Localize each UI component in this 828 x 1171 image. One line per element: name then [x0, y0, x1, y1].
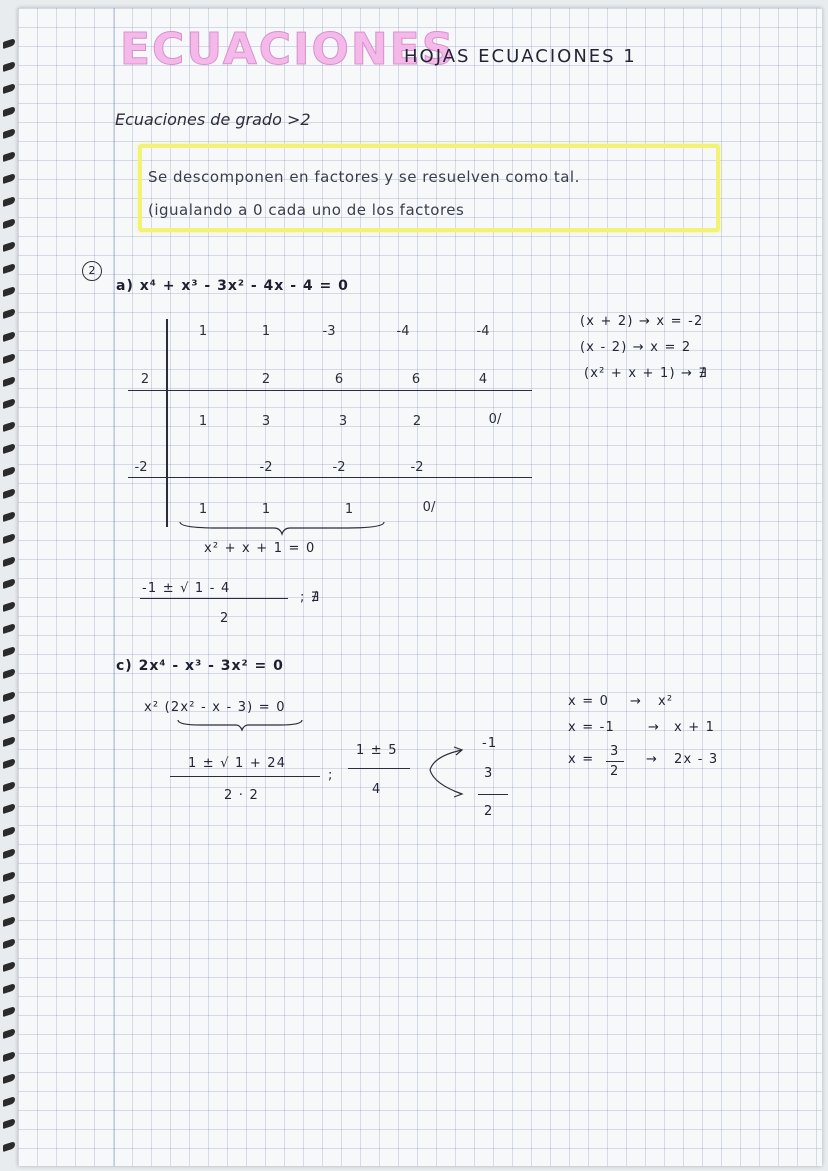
ruffini-cell: 6	[334, 372, 344, 387]
spiral-hole	[3, 331, 15, 342]
factor-c-3-right: 2x - 3	[674, 752, 719, 767]
spiral-hole	[3, 578, 15, 589]
spiral-hole	[3, 556, 15, 567]
section-title: Ecuaciones de grado >2	[115, 110, 311, 129]
part-c-factored: x² (2x² - x - 3) = 0	[144, 700, 286, 715]
ruffini-divisor-1: 2	[140, 372, 150, 387]
notebook-page	[18, 8, 822, 1166]
factor-c-3-frac-den: 2	[610, 764, 620, 779]
spiral-hole	[3, 466, 15, 477]
factor-c-2-right: x + 1	[674, 720, 716, 735]
root-c-1: -1	[482, 736, 498, 751]
ruffini-cell: -3	[322, 324, 336, 339]
spiral-hole	[3, 871, 15, 882]
ruffini-result-line-2	[128, 477, 532, 478]
fraction-bar	[170, 776, 320, 777]
page-subtitle: HOJAS ECUACIONES 1	[404, 46, 637, 67]
ruffini-cell: -2	[410, 460, 424, 475]
factor-c-2-left: x = -1	[568, 720, 616, 735]
spiral-hole	[3, 848, 15, 859]
factor-a-2: (x - 2) → x = 2	[580, 340, 692, 355]
margin-line	[114, 8, 115, 1166]
spiral-hole	[3, 308, 15, 319]
spiral-hole	[3, 1118, 15, 1129]
ruffini-cell: 1	[198, 324, 208, 339]
ruffini-cell: 6	[411, 372, 421, 387]
spiral-hole	[3, 961, 15, 972]
highlight-line-1: Se descomponen en factores y se resuelven como tal.	[148, 168, 580, 186]
ruffini-vertical-line	[166, 319, 168, 527]
spiral-hole	[3, 83, 15, 94]
ruffini-cell: 1	[261, 324, 271, 339]
spiral-hole	[3, 1006, 15, 1017]
arrow-icon: →	[648, 720, 661, 735]
formula-c-denominator: 2 · 2	[224, 788, 259, 803]
spiral-hole	[3, 398, 15, 409]
ruffini-divisor-2: -2	[134, 460, 148, 475]
notebook-spiral	[0, 0, 18, 1171]
ruffini-remainder-1: 0/	[488, 412, 502, 427]
fraction-bar	[348, 768, 410, 769]
root-c-2-numerator: 3	[484, 766, 494, 781]
spiral-hole	[3, 938, 15, 949]
spiral-hole	[3, 533, 15, 544]
spiral-hole	[3, 173, 15, 184]
spiral-hole	[3, 1141, 15, 1152]
spiral-hole	[3, 646, 15, 657]
spiral-hole	[3, 353, 15, 364]
ruffini-result-line-1	[128, 390, 532, 391]
ruffini-cell: 1	[198, 414, 208, 429]
simplified-denominator: 4	[372, 782, 382, 797]
ruffini-cell: -4	[396, 324, 410, 339]
spiral-hole	[3, 128, 15, 139]
spiral-hole	[3, 713, 15, 724]
spiral-hole	[3, 781, 15, 792]
semicolon: ;	[328, 768, 334, 783]
spiral-hole	[3, 151, 15, 162]
branch-arrows	[426, 746, 486, 800]
formula-a-result: ; ∄	[300, 590, 321, 605]
spiral-hole	[3, 488, 15, 499]
spiral-hole	[3, 1073, 15, 1084]
exercise-number: 2	[82, 261, 102, 281]
fraction-bar	[140, 598, 288, 599]
spiral-hole	[3, 376, 15, 387]
factor-a-1: (x + 2) → x = -2	[580, 314, 704, 329]
quadratic-a: x² + x + 1 = 0	[204, 541, 316, 556]
root-c-2-denominator: 2	[484, 804, 494, 819]
spiral-hole	[3, 1096, 15, 1107]
factor-c-1-right: x²	[658, 694, 674, 709]
spiral-hole	[3, 916, 15, 927]
spiral-hole	[3, 511, 15, 522]
spiral-hole	[3, 691, 15, 702]
spiral-hole	[3, 61, 15, 72]
ruffini-cell: 2	[412, 414, 422, 429]
ruffini-cell: 3	[338, 414, 348, 429]
spiral-hole	[3, 758, 15, 769]
ruffini-cell: 1	[198, 502, 208, 517]
ruffini-cell: 1	[344, 502, 354, 517]
arrow-icon: →	[630, 694, 643, 709]
formula-a-numerator: -1 ± √ 1 - 4	[142, 581, 231, 596]
spiral-hole	[3, 893, 15, 904]
spiral-hole	[3, 106, 15, 117]
spiral-hole	[3, 668, 15, 679]
spiral-hole	[3, 443, 15, 454]
ruffini-remainder-2: 0/	[422, 500, 436, 515]
spiral-hole	[3, 736, 15, 747]
spiral-hole	[3, 241, 15, 252]
ruffini-cell: 4	[478, 372, 488, 387]
spiral-hole	[3, 1051, 15, 1062]
spiral-hole	[3, 421, 15, 432]
ruffini-cell: 3	[261, 414, 271, 429]
factor-c-3-frac-num: 3	[610, 744, 620, 759]
underbrace	[178, 520, 388, 536]
spiral-hole	[3, 601, 15, 612]
spiral-hole	[3, 826, 15, 837]
ruffini-cell: -4	[476, 324, 490, 339]
formula-c-numerator: 1 ± √ 1 + 24	[188, 756, 287, 771]
part-a-equation: a) x⁴ + x³ - 3x² - 4x - 4 = 0	[116, 278, 349, 294]
spiral-hole	[3, 196, 15, 207]
fraction-bar	[606, 761, 624, 762]
page-title: ECUACIONES	[120, 24, 456, 75]
factor-c-3-left: x =	[568, 752, 595, 767]
arrow-icon: →	[646, 752, 659, 767]
spiral-hole	[3, 286, 15, 297]
spiral-hole	[3, 623, 15, 634]
spiral-hole	[3, 803, 15, 814]
formula-a-denominator: 2	[220, 611, 230, 626]
simplified-numerator: 1 ± 5	[356, 743, 398, 758]
factor-c-1-left: x = 0	[568, 694, 610, 709]
spiral-hole	[3, 983, 15, 994]
factor-a-3: (x² + x + 1) → ∄	[584, 366, 708, 381]
spiral-hole	[3, 1028, 15, 1039]
spiral-hole	[3, 38, 15, 49]
ruffini-cell: -2	[332, 460, 346, 475]
spiral-hole	[3, 218, 15, 229]
ruffini-cell: -2	[259, 460, 273, 475]
fraction-bar	[478, 794, 508, 795]
part-c-equation: c) 2x⁴ - x³ - 3x² = 0	[116, 658, 284, 674]
spiral-hole	[3, 263, 15, 274]
highlight-line-2: (igualando a 0 cada uno de los factores	[148, 201, 465, 219]
ruffini-cell: 1	[261, 502, 271, 517]
ruffini-cell: 2	[261, 372, 271, 387]
underbrace	[176, 718, 306, 732]
